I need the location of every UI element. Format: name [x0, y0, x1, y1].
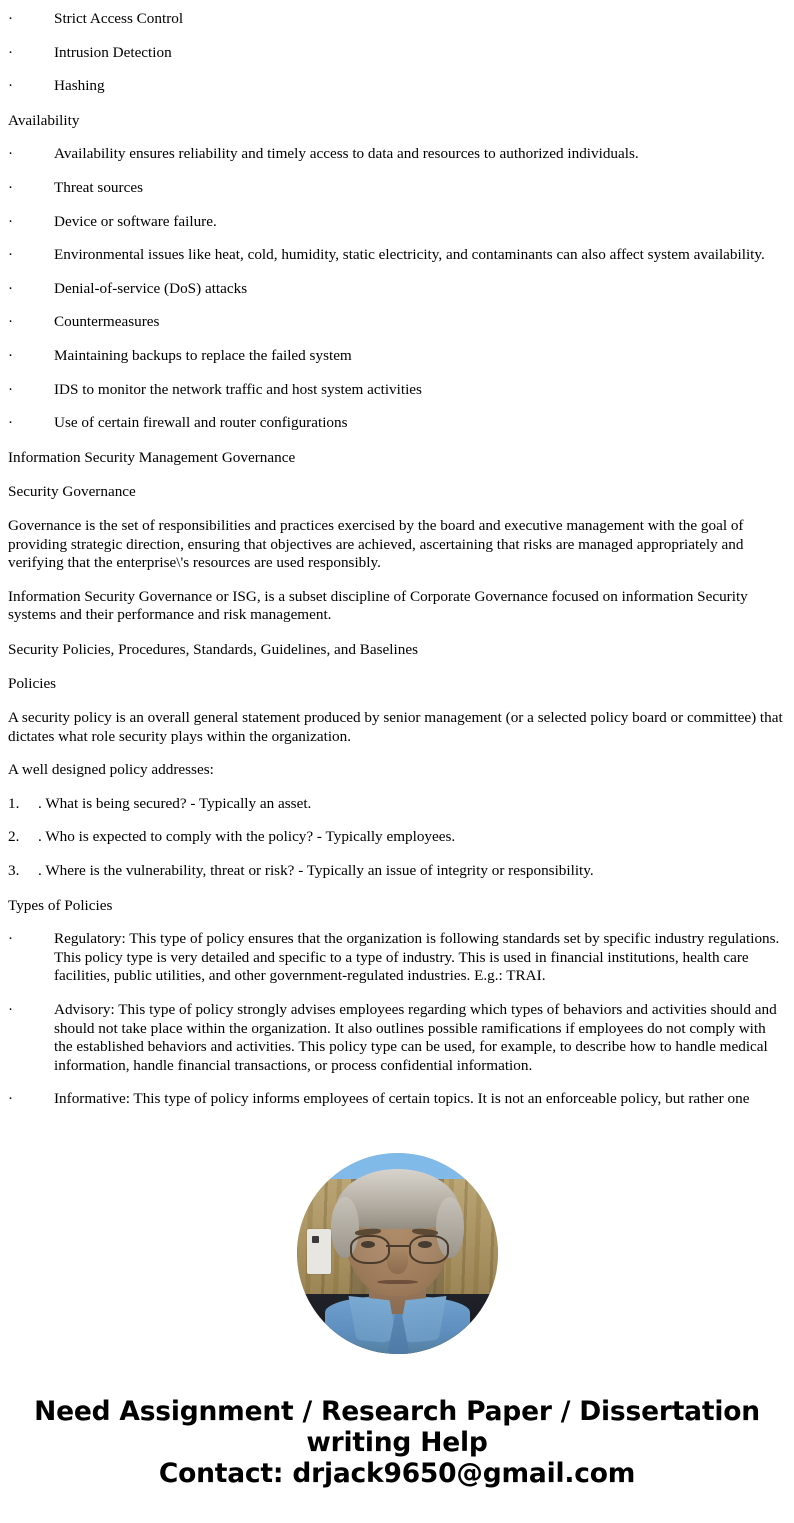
promo-footer [0, 1396, 794, 1489]
bullet-list-item [8, 280, 786, 299]
bullet-marker: · [8, 930, 14, 948]
bullet-marker: · [8, 246, 14, 264]
numbered-list-item [8, 795, 786, 814]
bullet-list-item [8, 10, 786, 29]
bullet-item-text: Environmental issues like heat, cold, humidity, static electricity, and contaminants can also affect system availability. [54, 246, 765, 264]
numbered-list-item [8, 862, 786, 881]
paragraph: A well designed policy addresses: [8, 761, 214, 779]
bullet-item-text: Hashing [54, 77, 105, 95]
bullet-marker: · [8, 77, 14, 95]
bullet-item-text: Regulatory: This type of policy ensures that the organization is following standards set by specific industry regulations. This policy type is very detailed and specific to a type of industry. This is used in financial institutions, health care facilities, public utilities, and other government-regulated industries. E.g.: TRAI. [54, 930, 780, 985]
bullet-marker: · [8, 313, 14, 331]
bullet-marker: · [8, 145, 14, 163]
promo-line-3: Contact: drjack9650@gmail.com [158, 1458, 636, 1489]
bullet-marker: · [8, 380, 14, 398]
bullet-item-text: IDS to monitor the network traffic and host system activities [54, 380, 422, 398]
bullet-list-item [8, 213, 786, 232]
bullet-item-text: Denial-of-service (DoS) attacks [54, 279, 248, 297]
section-heading: Availability [8, 111, 80, 129]
glasses-lens-right-icon [409, 1235, 449, 1263]
bullet-item-text: Device or software failure. [54, 212, 217, 230]
bullet-item-text: Intrusion Detection [54, 43, 172, 61]
section-heading: Security Governance [8, 483, 136, 501]
bullet-marker: · [8, 414, 14, 432]
bullet-marker: · [8, 10, 14, 27]
bullet-list-item [8, 1090, 786, 1109]
glasses-lens-left-icon [350, 1235, 390, 1263]
bullet-item-text: Availability ensures reliability and timely access to data and resources to authorized individuals. [54, 145, 639, 163]
list-number-marker: 1. [8, 794, 20, 812]
promo-line-1: Need Assignment / Research Paper / Dissertation [34, 1396, 760, 1427]
bullet-marker: · [8, 279, 14, 297]
bullet-list-item [8, 381, 786, 400]
bullet-list-item [8, 179, 786, 198]
document-body [0, 10, 794, 1109]
bullet-list-item [8, 414, 786, 433]
bullet-list-item [8, 1001, 786, 1075]
bullet-list-item [8, 930, 786, 986]
list-number-marker: 2. [8, 828, 20, 846]
bullet-item-text: Maintaining backups to replace the failed system [54, 346, 352, 364]
paragraph: A security policy is an overall general statement produced by senior management (or a selected policy board or committee) that dictates what role security plays within the organization. [8, 709, 783, 745]
bullet-list-item [8, 246, 786, 265]
numbered-list-item [8, 828, 786, 847]
bullet-marker: · [8, 212, 14, 230]
list-item-text: . What is being secured? - Typically an asset. [38, 794, 312, 812]
list-item-text: . Who is expected to comply with the policy? - Typically employees. [38, 828, 456, 846]
section-heading: Policies [8, 675, 57, 693]
bullet-item-text: Use of certain firewall and router configurations [54, 414, 348, 432]
section-heading: Information Security Management Governance [8, 448, 296, 466]
bullet-item-text: Threat sources [54, 178, 143, 196]
bullet-list-item [8, 77, 786, 96]
photo-nose [387, 1249, 407, 1273]
section-heading: Types of Policies [8, 896, 113, 914]
bullet-item-text: Advisory: This type of policy strongly advises employees regarding which types of behaviors and activities should and should not take place within the organization. It also outlines possible ramifications if employees do not comply with the established behaviors and activities. This policy type can be used, for example, to describe how to handle medical information, handle financial transactions, or process confidential information. [54, 1001, 777, 1074]
list-number-marker: 3. [8, 862, 20, 880]
profile-photo [297, 1153, 498, 1354]
bullet-marker: · [8, 178, 14, 196]
bullet-list-item [8, 347, 786, 366]
photo-wall-switch [307, 1229, 331, 1273]
bullet-list-item [8, 44, 786, 63]
bullet-marker: · [8, 346, 14, 364]
paragraph: Information Security Governance or ISG, is a subset discipline of Corporate Governance focused on information Security systems and their performance and risk management. [8, 587, 748, 624]
section-heading: Security Policies, Procedures, Standards, Guidelines, and Baselines [8, 640, 418, 658]
paragraph: Governance is the set of responsibilities and practices exercised by the board and executive management with the goal of providing strategic direction, ensuring that objectives are achieved, ascertaining that risks are managed appropriately and verifying that the enterprise\'s resources are used responsibly. [8, 516, 744, 572]
bullet-list-item [8, 145, 786, 164]
glasses-bridge-icon [386, 1245, 408, 1247]
bullet-item-text: Countermeasures [54, 313, 160, 331]
bullet-item-text: Strict Access Control [54, 10, 184, 27]
bullet-marker: · [8, 1001, 14, 1018]
avatar [297, 1153, 498, 1354]
bullet-item-text: Informative: This type of policy informs employees of certain topics. It is not an enforceable policy, but rather one [54, 1090, 750, 1108]
promo-line-2: writing Help [306, 1427, 488, 1458]
list-item-text: . Where is the vulnerability, threat or risk? - Typically an issue of integrity or responsibility. [38, 862, 594, 880]
bullet-marker: · [8, 43, 14, 61]
bullet-marker: · [8, 1090, 14, 1108]
bullet-list-item [8, 313, 786, 332]
